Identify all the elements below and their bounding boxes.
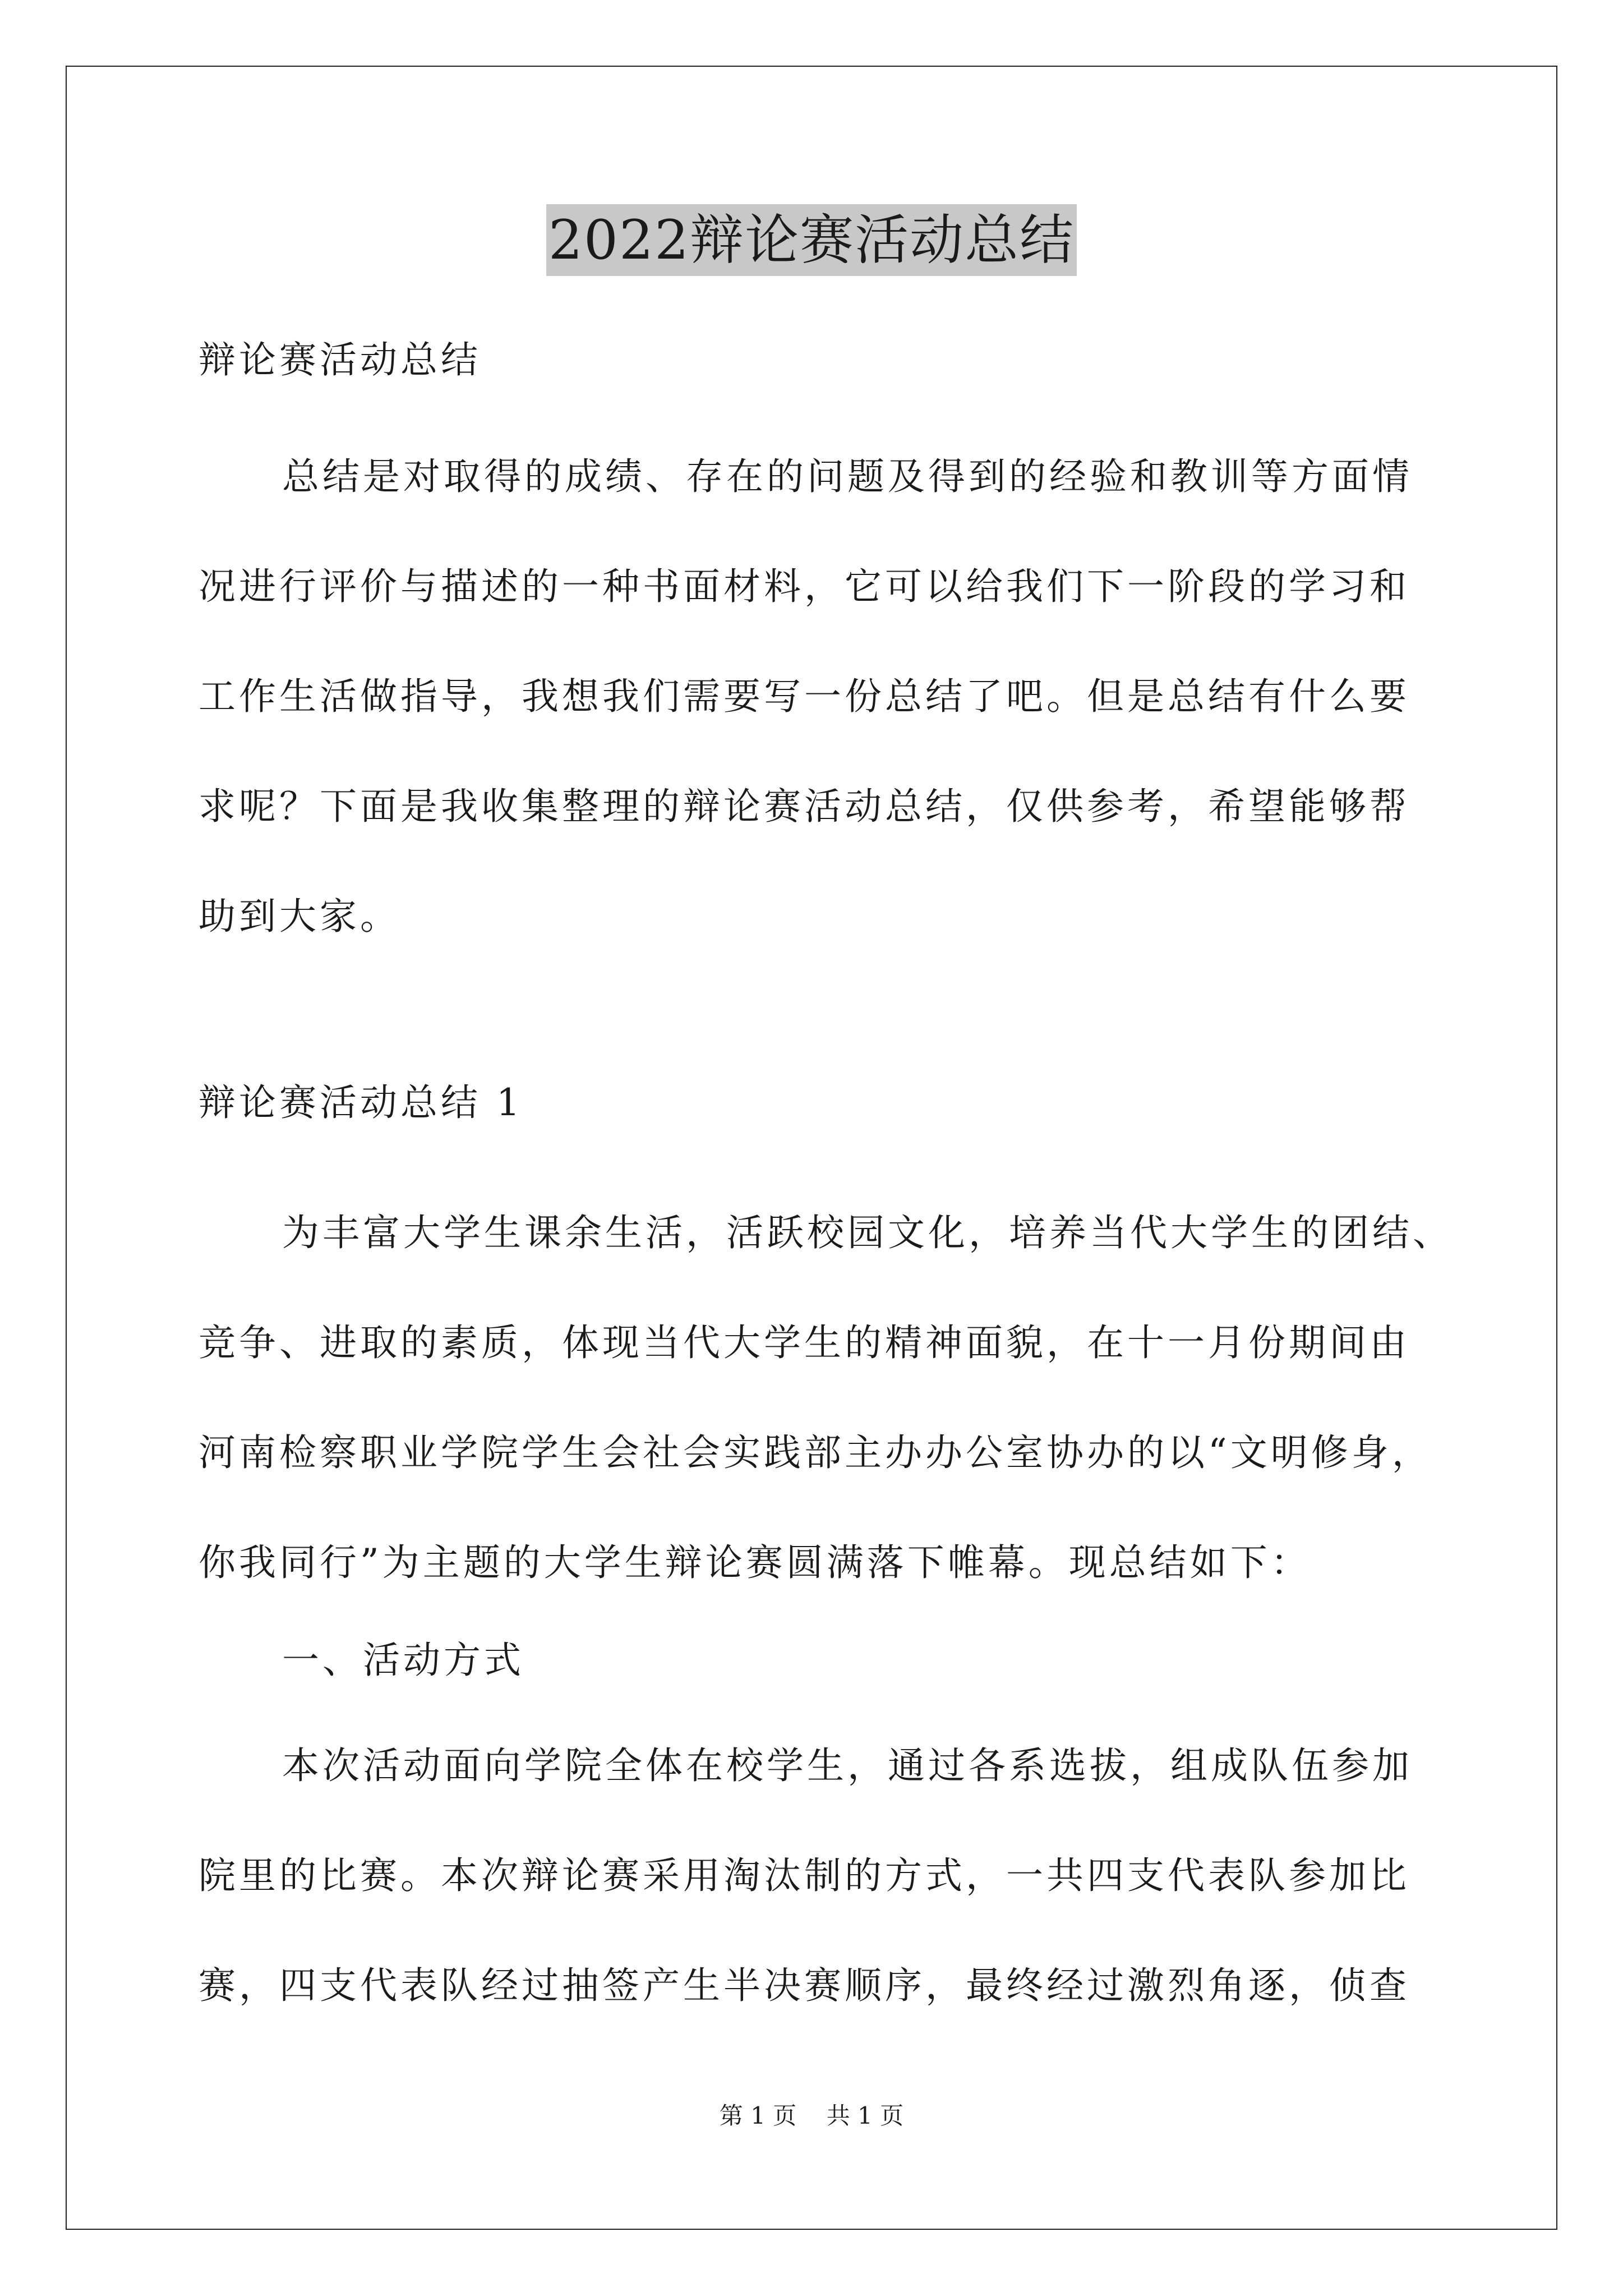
intro-line-5: 助到大家。 [199, 895, 400, 938]
section-line-4: 你我同行”为主题的大学生辩论赛圆满落下帷幕。现总结如下： [199, 1541, 1311, 1584]
section-heading: 辩论赛活动总结 1 [199, 1081, 523, 1124]
title-container [0, 204, 1623, 276]
page-number-footer: 第 1 页 共 1 页 [719, 2102, 904, 2129]
intro-line-2: 况进行评价与描述的一种书面材料，它可以给我们下一阶段的学习和 [199, 565, 1410, 608]
intro-line-1: 总结是对取得的成绩、存在的问题及得到的经验和教训等方面情 [282, 455, 1413, 498]
method-line-2: 院里的比赛。本次辩论赛采用淘汰制的方式，一共四支代表队参加比 [199, 1854, 1410, 1897]
method-line-3: 赛，四支代表队经过抽签产生半决赛顺序，最终经过激烈角逐，侦查 [199, 1964, 1410, 2007]
section-line-3: 河南检察职业学院学生会社会实践部主办办公室协办的以“文明修身， [199, 1431, 1432, 1474]
intro-line-3: 工作生活做指导，我想我们需要写一份总结了吧。但是总结有什么要 [199, 675, 1410, 718]
section-line-2: 竞争、进取的素质，体现当代大学生的精神面貌，在十一月份期间由 [199, 1321, 1410, 1364]
section-line-1: 为丰富大学生课余生活，活跃校园文化，培养当代大学生的团结、 [282, 1211, 1453, 1254]
subheading-activity-method: 一、活动方式 [282, 1639, 524, 1682]
method-line-1: 本次活动面向学院全体在校学生，通过各系选拔，组成队伍参加 [282, 1744, 1413, 1787]
intro-line-4: 求呢？下面是我收集整理的辩论赛活动总结，仅供参考，希望能够帮 [199, 785, 1410, 828]
document-subtitle: 辩论赛活动总结 [199, 338, 481, 381]
document-title: 2022辩论赛活动总结 [546, 204, 1077, 276]
page-border [66, 66, 1557, 2230]
